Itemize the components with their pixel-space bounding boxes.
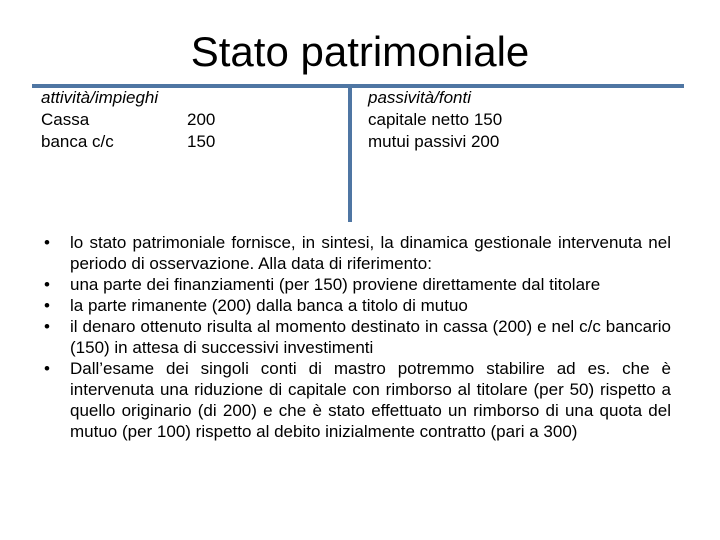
liability-row: capitale netto 150 bbox=[368, 110, 503, 129]
bullet-list bbox=[44, 232, 671, 442]
bullet-dot-icon: • bbox=[44, 317, 50, 336]
assets-column bbox=[41, 87, 241, 153]
asset-value: 150 bbox=[187, 132, 216, 151]
bullet-dot-icon: • bbox=[44, 296, 50, 315]
bullet-dot-icon: • bbox=[44, 233, 50, 252]
t-account-vertical-line bbox=[348, 86, 352, 222]
liability-row: mutui passivi 200 bbox=[368, 132, 500, 151]
asset-label: banca c/c bbox=[41, 132, 114, 151]
slide-title: Stato patrimoniale bbox=[190, 28, 530, 75]
bullet-text: la parte rimanente (200) dalla banca a titolo di mutuo bbox=[70, 296, 468, 315]
bullet-text: lo stato patrimoniale fornisce, in sintesi, la dinamica gestionale intervenuta nel periodo di osservazione. Alla data di riferimento: bbox=[70, 233, 671, 273]
bullet-item bbox=[44, 232, 671, 274]
bullet-text: una parte dei finanziamenti (per 150) proviene direttamente dal titolare bbox=[70, 275, 601, 294]
asset-label: Cassa bbox=[41, 110, 90, 129]
bullet-item bbox=[44, 358, 671, 442]
bullet-dot-icon: • bbox=[44, 359, 50, 378]
assets-row bbox=[41, 131, 241, 153]
asset-value: 200 bbox=[187, 110, 216, 129]
bullet-item bbox=[44, 316, 671, 358]
bullet-dot-icon: • bbox=[44, 275, 50, 294]
bullet-item bbox=[44, 295, 671, 316]
bullet-item bbox=[44, 274, 671, 295]
liabilities-column bbox=[368, 87, 668, 153]
assets-row bbox=[41, 109, 241, 131]
bullet-text: il denaro ottenuto risulta al momento destinato in cassa (200) e nel c/c bancario (150) in attesa di successivi investimenti bbox=[70, 317, 671, 357]
liabilities-heading: passività/fonti bbox=[368, 88, 471, 107]
assets-heading: attività/impieghi bbox=[41, 88, 159, 107]
bullet-text: Dall’esame dei singoli conti di mastro potremmo stabilire ad es. che è intervenuta una riduzione di capitale con rimborso al titolare (per 50) rispetto a quello originario (di 200) e che è stato effettuato un rimborso di una quota del mutuo (per 100) rispetto al debito inizialmente contratto (pari a 300) bbox=[70, 359, 671, 441]
